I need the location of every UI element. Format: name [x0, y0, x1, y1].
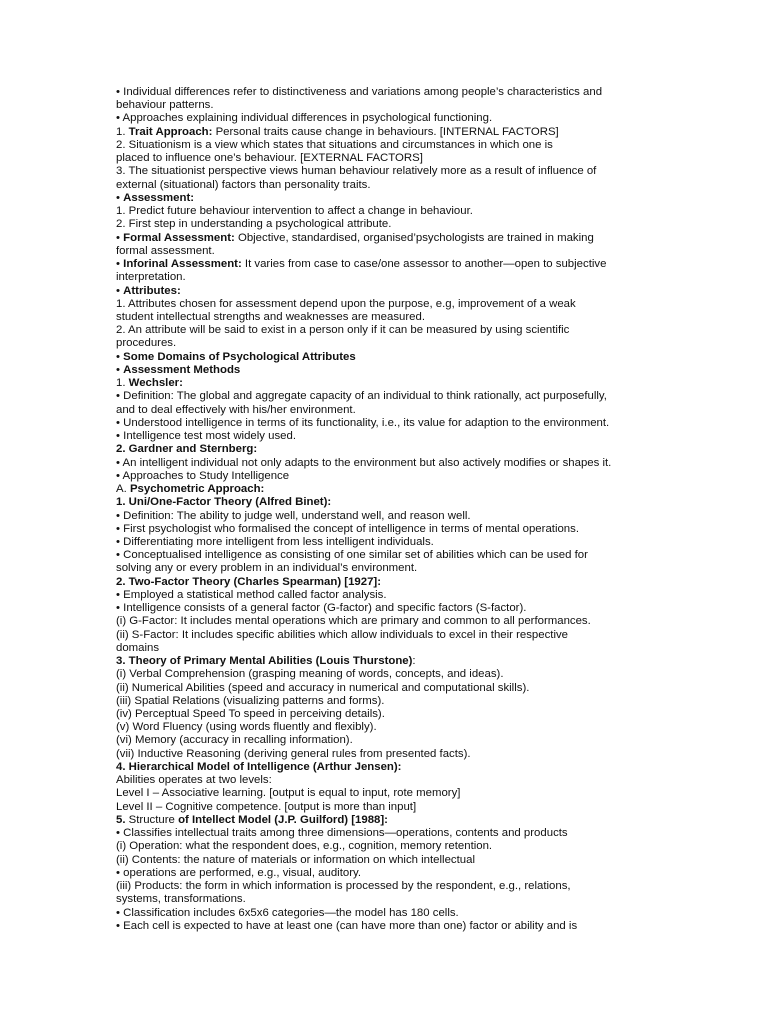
- text-span: Level II – Cognitive competence. [output is more than input]: [116, 800, 417, 813]
- text-span: 2. An attribute will be said to exist in a person only if it can be measured by using scientific: [116, 324, 570, 337]
- text-span: • Classification includes 6x5x6 categories—the model has 180 cells.: [116, 906, 459, 919]
- text-line: [116, 536, 656, 549]
- text-line: [116, 245, 656, 258]
- text-line: [116, 589, 656, 602]
- text-line: [116, 748, 656, 761]
- text-line: [116, 510, 656, 523]
- bold-text: 5.: [116, 813, 129, 826]
- text-span: Level I – Associative learning. [output is equal to input, rote memory]: [116, 787, 461, 800]
- text-span: (ii) Contents: the nature of materials or information on which intellectual: [116, 853, 475, 866]
- text-span: • Definition: The global and aggregate capacity of an individual to think rationally, act purposefully,: [116, 390, 607, 403]
- bold-text: Trait Approach:: [128, 125, 213, 138]
- text-span: •: [116, 258, 124, 271]
- text-line: [116, 417, 656, 430]
- text-line: [116, 126, 656, 139]
- text-line: [116, 668, 656, 681]
- text-span: Objective, standardised, organised’psychologists are trained in making: [234, 231, 594, 244]
- text-line: [116, 179, 656, 192]
- text-line: [116, 324, 656, 337]
- text-line: [116, 840, 656, 853]
- text-line: [116, 562, 656, 575]
- text-span: systems, transformations.: [116, 893, 246, 906]
- text-span: It varies from case to case/one assessor to another—open to subjective: [241, 258, 607, 271]
- text-span: Abilities operates at two levels:: [116, 774, 272, 787]
- text-span: (i) Operation: what the respondent does, e.g., cognition, memory retention.: [116, 840, 493, 853]
- text-line: [116, 337, 656, 350]
- text-span: 1.: [116, 125, 129, 138]
- text-span: and to deal effectively with his/her environment.: [116, 403, 356, 416]
- text-span: •: [116, 284, 124, 297]
- text-line: [116, 443, 656, 456]
- text-line: [116, 298, 656, 311]
- text-span: (vi) Memory (accuracy in recalling information).: [116, 734, 353, 747]
- text-span: (i) Verbal Comprehension (grasping meaning of words, concepts, and ideas).: [116, 668, 504, 681]
- text-line: [116, 351, 656, 364]
- text-line: [116, 86, 656, 99]
- bold-text: Inforinal Assessment:: [123, 258, 242, 271]
- bold-text: Assessment Methods: [123, 363, 241, 376]
- bold-text: of Intellect Model (J.P. Guilford) [1988]:: [178, 813, 388, 826]
- bold-text: Some Domains of Psychological Attributes: [123, 350, 356, 363]
- text-line: [116, 893, 656, 906]
- text-span: 3. The situationist perspective views human behaviour relatively more as a result of influence of: [116, 165, 597, 178]
- text-span: placed to influence one’s behaviour. [EXTERNAL FACTORS]: [116, 152, 423, 165]
- text-line: [116, 576, 656, 589]
- text-span: Structure: [128, 813, 179, 826]
- bold-text: Psychometric Approach:: [129, 483, 265, 496]
- text-line: [116, 483, 656, 496]
- text-line: [116, 734, 656, 747]
- text-span: 2. Situationism is a view which states that situations and circumstances in which one is: [116, 138, 553, 151]
- text-span: •: [116, 191, 124, 204]
- text-span: A.: [116, 483, 130, 496]
- text-span: (iii) Spatial Relations (visualizing patterns and forms).: [116, 694, 385, 707]
- text-span: • Intelligence test most widely used.: [116, 430, 296, 443]
- text-span: (v) Word Fluency (using words fluently and flexibly).: [116, 721, 377, 734]
- text-span: :: [412, 655, 416, 668]
- text-line: [116, 761, 656, 774]
- text-line: [116, 721, 656, 734]
- text-span: (iii) Products: the form in which information is processed by the respondent, e.g., relations,: [116, 880, 571, 893]
- bold-text: 4. Hierarchical Model of Intelligence (Arthur Jensen):: [116, 760, 402, 773]
- text-span: interpretation.: [116, 271, 186, 284]
- text-line: [116, 285, 656, 298]
- document-page: [116, 86, 656, 933]
- text-line: [116, 880, 656, 893]
- text-line: [116, 814, 656, 827]
- text-line: [116, 139, 656, 152]
- text-span: (ii) S-Factor: It includes specific abilities which allow individuals to excel in their respective: [116, 628, 569, 641]
- text-span: • Intelligence consists of a general factor (G-factor) and specific factors (S-factor).: [116, 602, 527, 615]
- text-line: [116, 205, 656, 218]
- text-span: behaviour patterns.: [116, 99, 214, 112]
- bold-text: 2. Gardner and Sternberg:: [116, 443, 258, 456]
- bold-text: Assessment:: [123, 191, 195, 204]
- text-span: • First psychologist who formalised the concept of intelligence in terms of mental operations.: [116, 522, 580, 535]
- text-span: • Approaches explaining individual differences in psychological functioning.: [116, 112, 493, 125]
- text-line: [116, 232, 656, 245]
- text-line: [116, 457, 656, 470]
- text-span: • Understood intelligence in terms of its functionality, i.e., its value for adaption to the environment.: [116, 416, 610, 429]
- text-span: • Approaches to Study Intelligence: [116, 469, 290, 482]
- text-span: 1.: [116, 377, 129, 390]
- text-line: [116, 112, 656, 125]
- text-span: student intellectual strengths and weaknesses are measured.: [116, 310, 425, 323]
- text-line: [116, 801, 656, 814]
- bold-text: 1. Uni/One-Factor Theory (Alfred Binet):: [116, 496, 332, 509]
- text-line: [116, 99, 656, 112]
- text-line: [116, 867, 656, 880]
- bold-text: 3. Theory of Primary Mental Abilities (Louis Thurstone): [116, 655, 413, 668]
- text-line: [116, 615, 656, 628]
- text-span: domains: [116, 641, 160, 654]
- text-span: (vii) Inductive Reasoning (deriving general rules from presented facts).: [116, 747, 471, 760]
- text-line: [116, 311, 656, 324]
- text-line: [116, 258, 656, 271]
- text-line: [116, 523, 656, 536]
- text-span: • An intelligent individual not only adapts to the environment but also actively modifies or shapes it.: [116, 456, 612, 469]
- text-line: [116, 377, 656, 390]
- text-line: [116, 920, 656, 933]
- text-span: • Differentiating more intelligent from less intelligent individuals.: [116, 535, 434, 548]
- text-line: [116, 496, 656, 509]
- text-line: [116, 708, 656, 721]
- text-span: (i) G-Factor: It includes mental operations which are primary and common to all performances.: [116, 615, 591, 628]
- text-span: •: [116, 350, 124, 363]
- text-line: [116, 404, 656, 417]
- text-span: • Conceptualised intelligence as consisting of one similar set of abilities which can be used for: [116, 549, 588, 562]
- text-span: • Definition: The ability to judge well, understand well, and reason well.: [116, 509, 471, 522]
- text-line: [116, 271, 656, 284]
- text-line: [116, 655, 656, 668]
- text-line: [116, 854, 656, 867]
- text-span: • Employed a statistical method called factor analysis.: [116, 588, 387, 601]
- bold-text: 2. Two-Factor Theory (Charles Spearman) [1927]:: [116, 575, 382, 588]
- bold-text: Attributes:: [123, 284, 181, 297]
- text-line: [116, 602, 656, 615]
- text-line: [116, 430, 656, 443]
- text-line: [116, 152, 656, 165]
- text-span: •: [116, 363, 124, 376]
- text-line: [116, 218, 656, 231]
- bold-text: Formal Assessment:: [123, 231, 235, 244]
- text-line: [116, 695, 656, 708]
- text-line: [116, 165, 656, 178]
- text-span: • operations are performed, e.g., visual, auditory.: [116, 866, 362, 879]
- text-line: [116, 629, 656, 642]
- text-line: [116, 364, 656, 377]
- bold-text: Wechsler:: [128, 377, 183, 390]
- text-span: external (situational) factors than personality traits.: [116, 178, 371, 191]
- text-span: 1. Predict future behaviour intervention to affect a change in behaviour.: [116, 205, 473, 218]
- text-span: • Each cell is expected to have at least one (can have more than one) factor or ability and is: [116, 919, 578, 932]
- text-span: procedures.: [116, 337, 177, 350]
- text-line: [116, 549, 656, 562]
- text-span: formal assessment.: [116, 244, 215, 257]
- text-line: [116, 787, 656, 800]
- text-span: • Individual differences refer to distinctiveness and variations among people’s characteristics and: [116, 86, 603, 98]
- text-line: [116, 192, 656, 205]
- text-line: [116, 642, 656, 655]
- text-span: 1. Attributes chosen for assessment depend upon the purpose, e.g, improvement of a weak: [116, 297, 576, 310]
- text-span: •: [116, 231, 124, 244]
- text-line: [116, 774, 656, 787]
- text-line: [116, 827, 656, 840]
- text-line: [116, 390, 656, 403]
- text-span: (iv) Perceptual Speed To speed in perceiving details).: [116, 708, 385, 721]
- text-span: 2. First step in understanding a psychological attribute.: [116, 218, 392, 231]
- text-span: • Classifies intellectual traits among three dimensions—operations, contents and products: [116, 827, 568, 840]
- text-line: [116, 682, 656, 695]
- text-span: (ii) Numerical Abilities (speed and accuracy in numerical and computational skills).: [116, 681, 530, 694]
- text-span: Personal traits cause change in behaviours. [INTERNAL FACTORS]: [212, 125, 559, 138]
- text-line: [116, 470, 656, 483]
- text-span: solving any or every problem in an individual’s environment.: [116, 562, 418, 575]
- text-line: [116, 907, 656, 920]
